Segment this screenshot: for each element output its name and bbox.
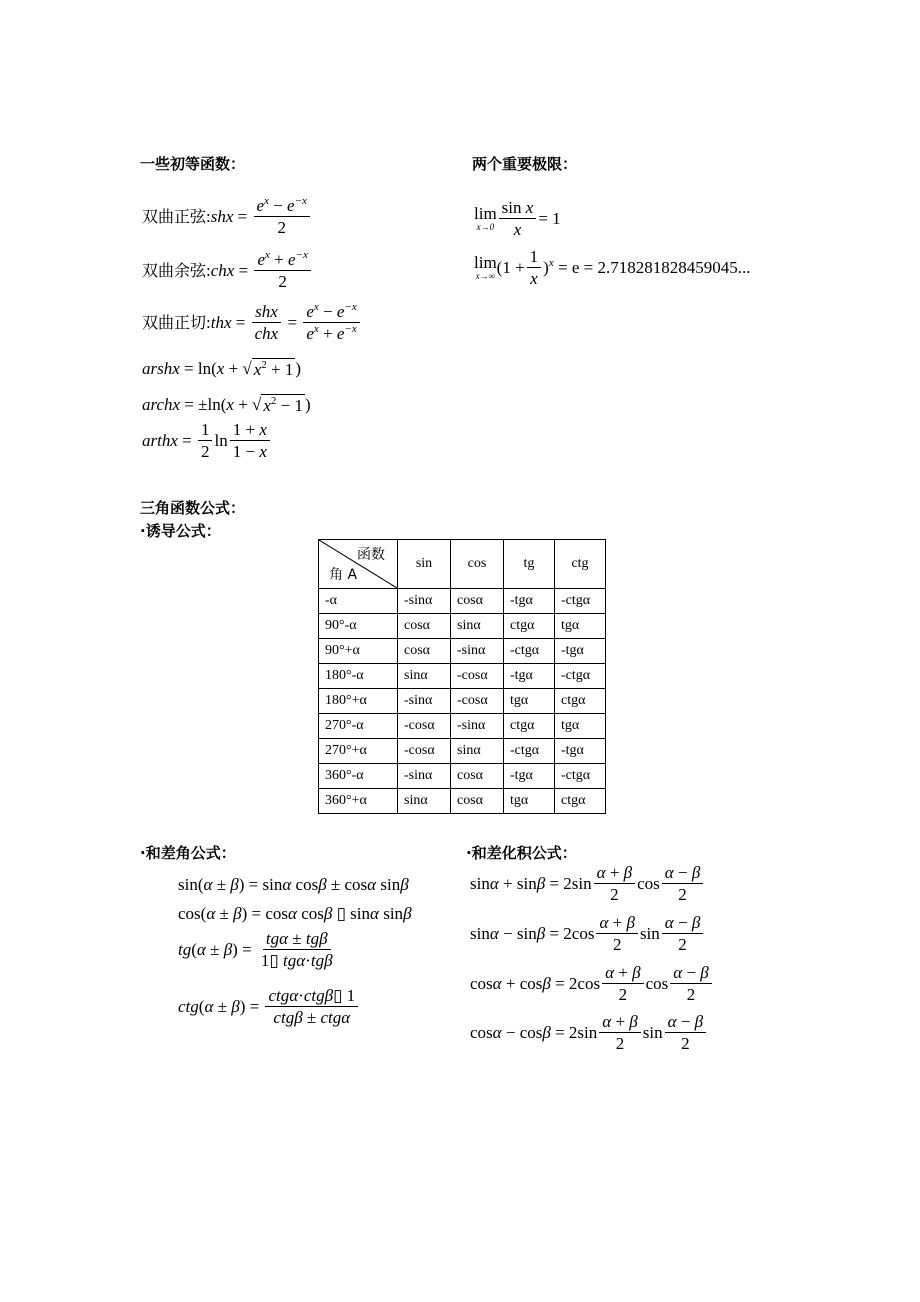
- table-row: [319, 714, 606, 739]
- table-row: [319, 614, 606, 639]
- table-cell: 270°-α: [319, 714, 398, 739]
- table-cell: cosα: [398, 614, 451, 639]
- important-limits-heading: 两个重要极限：: [472, 155, 578, 173]
- table-cell: ctgα: [555, 789, 606, 814]
- sum-difference-heading: ·和差角公式：: [140, 844, 236, 862]
- table-cell: tgα: [504, 689, 555, 714]
- header-function-label: 函数: [357, 547, 385, 563]
- table-cell: cosα: [451, 764, 504, 789]
- table-row: [319, 589, 606, 614]
- table-cell: tgα: [504, 789, 555, 814]
- table-cell: -tgα: [504, 764, 555, 789]
- formula-tg-sum: tg ( α ± β ) = $\frac{\text{tgα ± tgβ}}{\text{1▯ tgα·tgβ}}$: [178, 929, 333, 970]
- formula-sinh: 双曲正弦 : shx = $\frac{e^x - e^{-x}}{2}$: [142, 197, 312, 236]
- formula-arcosh: archx = ±ln( x + √ $x^2 - 1$ ): [142, 394, 311, 415]
- formula-arsinh: arshx = ln( x + √ $x^2 + 1$ ): [142, 358, 302, 379]
- formula-sin-sum: sin( α ± β ) = sin α cos β ± cos α sin β: [178, 875, 409, 894]
- table-cell: 180°-α: [319, 664, 398, 689]
- table-cell: -ctgα: [555, 664, 606, 689]
- table-cell: -sinα: [398, 589, 451, 614]
- table-cell: -tgα: [555, 739, 606, 764]
- column-header: cos: [451, 540, 504, 589]
- table-cell: sinα: [451, 739, 504, 764]
- formula-cosh: 双曲余弦 : chx = $\frac{e^x + e^{-x}}{2}$: [142, 251, 313, 290]
- elementary-functions-heading: 一些初等函数：: [140, 155, 246, 173]
- diagonal-header-cell: [319, 540, 398, 589]
- table-cell: tgα: [555, 714, 606, 739]
- table-cell: -tgα: [555, 639, 606, 664]
- table-cell: cosα: [451, 789, 504, 814]
- formula-cos-sum: cos( α ± β ) = cos α cos β ▯ sin α sin β: [178, 904, 412, 923]
- table-cell: sinα: [451, 614, 504, 639]
- table-cell: cosα: [451, 589, 504, 614]
- table-cell: tgα: [555, 614, 606, 639]
- table-row: [319, 789, 606, 814]
- formula-sin-plus-sin: sin α + sin β = 2sin $\frac{\alpha + \beta}{2}$ cos $\frac{\alpha - \beta}{2}$: [470, 864, 705, 903]
- table-cell: -ctgα: [555, 589, 606, 614]
- table-row: [319, 664, 606, 689]
- formula-cos-plus-cos: cos α + cos β = 2cos $\frac{\alpha + \beta}{2}$ cos $\frac{\alpha - \beta}{2}$: [470, 964, 714, 1003]
- table-cell: -tgα: [504, 664, 555, 689]
- table-cell: 360°-α: [319, 764, 398, 789]
- table-cell: sinα: [398, 789, 451, 814]
- induction-formulas-heading: ·诱导公式：: [140, 522, 221, 540]
- induction-table: [318, 539, 606, 814]
- table-cell: 270°+α: [319, 739, 398, 764]
- sum-to-product-heading: ·和差化积公式：: [466, 844, 577, 862]
- table-header-row: [319, 540, 606, 589]
- tanh-label: 双曲正切: [142, 312, 207, 332]
- table-cell: -tgα: [504, 589, 555, 614]
- table-cell: -sinα: [398, 689, 451, 714]
- column-header: tg: [504, 540, 555, 589]
- table-cell: -sinα: [451, 714, 504, 739]
- table-row: [319, 639, 606, 664]
- column-header: ctg: [555, 540, 606, 589]
- trig-formulas-heading: 三角函数公式：: [140, 499, 246, 517]
- limit-e: lim x→∞ (1 + $\frac{1}{x}$ )$^x$ = e = 2.718281828459045...: [474, 247, 751, 288]
- sinh-label: 双曲正弦: [142, 206, 207, 226]
- formula-sin-minus-sin: sin α − sin β = 2cos $\frac{\alpha + \beta}{2}$ sin $\frac{\alpha - \beta}{2}$: [470, 914, 705, 953]
- e-value: = e = 2.718281828459045...: [557, 258, 751, 277]
- table-row: [319, 739, 606, 764]
- table-cell: sinα: [398, 664, 451, 689]
- column-header: sin: [398, 540, 451, 589]
- table-cell: ctgα: [555, 689, 606, 714]
- table-cell: -cosα: [398, 739, 451, 764]
- table-cell: -cosα: [451, 664, 504, 689]
- table-cell: ctgα: [504, 714, 555, 739]
- table-cell: -sinα: [451, 639, 504, 664]
- table-row: [319, 689, 606, 714]
- table-cell: 90°-α: [319, 614, 398, 639]
- formula-cos-minus-cos: cos α − cos β = 2sin $\frac{\alpha + \beta}{2}$ sin $\frac{\alpha - \beta}{2}$: [470, 1013, 708, 1052]
- table-row: [319, 764, 606, 789]
- table-cell: -ctgα: [504, 739, 555, 764]
- table-cell: 90°+α: [319, 639, 398, 664]
- table-cell: -α: [319, 589, 398, 614]
- cosh-label: 双曲余弦: [142, 260, 207, 280]
- table-cell: -cosα: [398, 714, 451, 739]
- table-cell: cosα: [398, 639, 451, 664]
- table-cell: -ctgα: [504, 639, 555, 664]
- table-cell: -sinα: [398, 764, 451, 789]
- formula-tanh: 双曲正切 : thx = $\frac{\text{shx}}{\text{chx}}$ = $\frac{e^x - e^{-x}}{e^x + e^{-x}}$: [142, 303, 362, 342]
- table-cell: ctgα: [504, 614, 555, 639]
- table-cell: 360°+α: [319, 789, 398, 814]
- table-cell: -cosα: [451, 689, 504, 714]
- table-cell: 180°+α: [319, 689, 398, 714]
- formula-artanh: arthx = $\frac{1}{2}$ ln $\frac{1 + x}{1 - x}$: [142, 421, 272, 460]
- header-angle-label: 角 A: [329, 567, 358, 583]
- limit-sinx-over-x: lim x→0 $\frac{\text{sin x}}{x}$ = 1: [474, 198, 561, 239]
- formula-ctg-sum: ctg ( α ± β ) = $\frac{\text{ctgα·ctgβ▯ 1}}{\text{ctgβ ± ctgα}}$: [178, 987, 360, 1026]
- table-cell: -ctgα: [555, 764, 606, 789]
